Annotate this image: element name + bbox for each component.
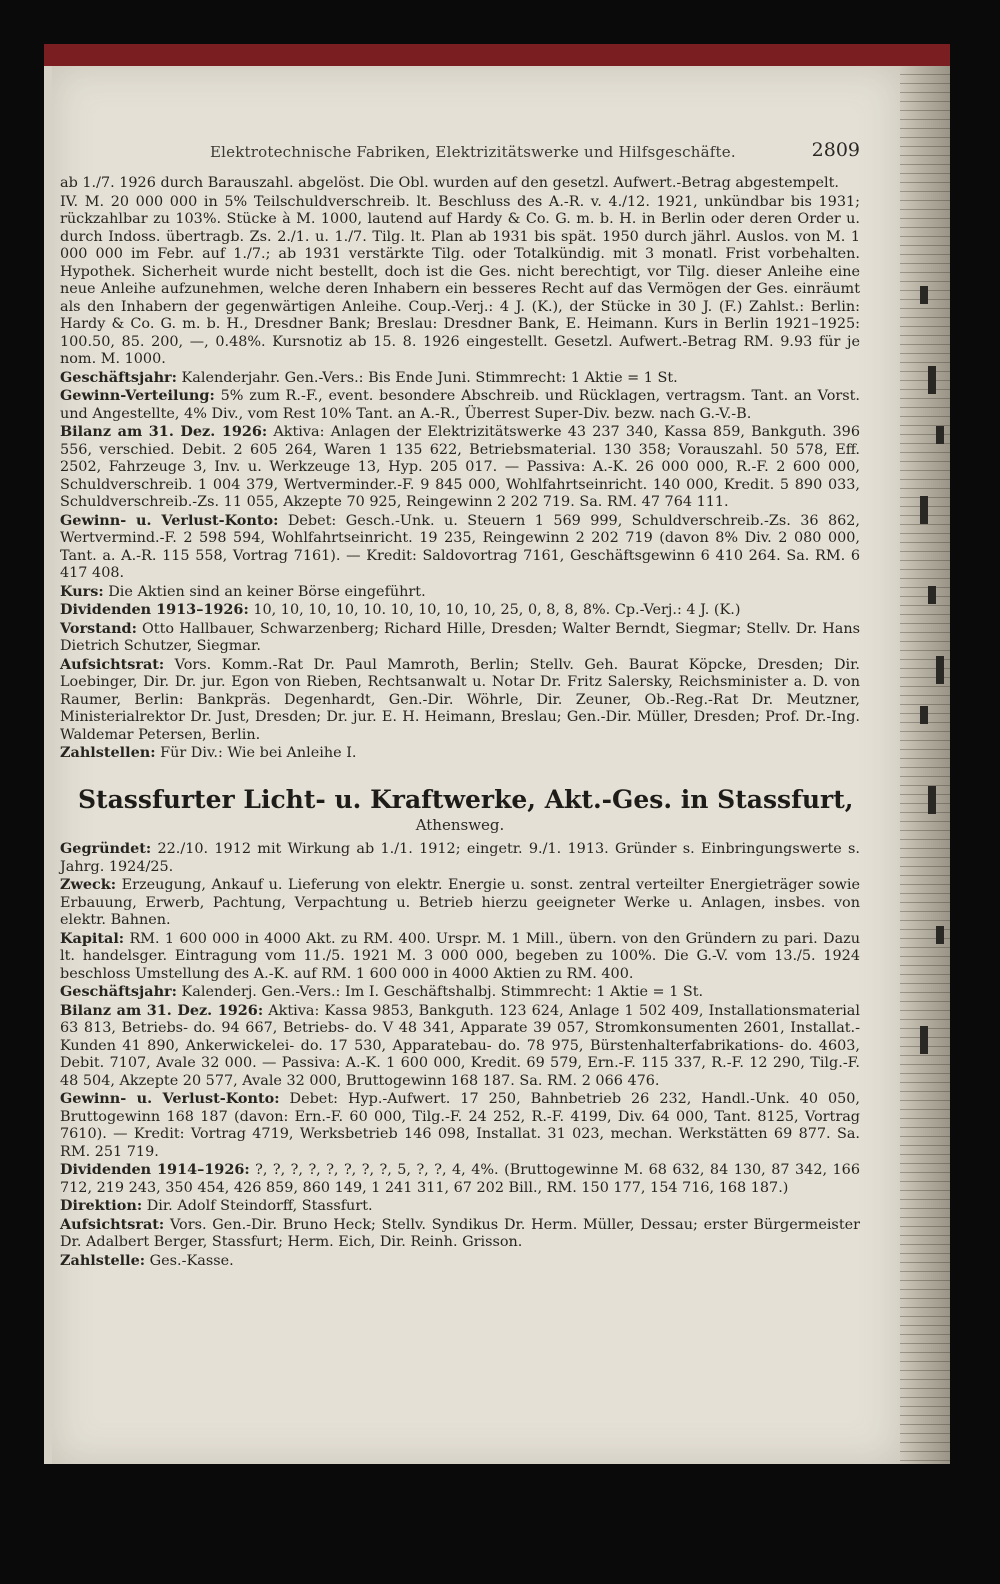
edge-line: [900, 1316, 950, 1317]
paragraph: [60, 1002, 860, 1091]
paragraph-text: RM. 1 600 000 in 4000 Akt. zu RM. 400. Urspr. M. 1 Mill., übern. von den Gründern zu pari. Dazu lt. handelsger. Eintragung vom 11./5. 1921 M. 3 000 000, begeben zu 100%. Die G.-V. vom 13./5. 1924 beschloss Umstellung des A.-K. auf RM. 1 600 000 in 4000 Aktien zu RM. 400.: [60, 930, 860, 982]
paragraph-text: Vors. Komm.-Rat Dr. Paul Mamroth, Berlin; Stellv. Geh. Baurat Köpcke, Dresden; Dir. Loebinger, Dir. Dr. jur. Egon von Rieben, Rechtsanwalt u. Notar Dr. Fritz Salersky, Reichsminister a. D. von Raumer, Berlin: Bankpräs. Degenhardt, Gen.-Dir. Wöhrle, Dir. Zeuner, Ob.-Reg.-Rat Dr. Meutzner, Ministerialrektor Dr. Just, Dresden; Dr. jur. E. H. Heimann, Breslau; Gen.-Dir. Müller, Dresden; Prof. Dr.-Ing. Waldemar Petersen, Berlin.: [60, 656, 860, 743]
edge-line: [900, 1343, 950, 1344]
edge-line: [900, 965, 950, 966]
edge-mark: [928, 586, 936, 604]
edge-line: [900, 902, 950, 903]
running-title: Elektrotechnische Fabriken, Elektrizitätswerke und Hilfsgeschäfte.: [210, 143, 736, 161]
edge-line: [900, 326, 950, 327]
paragraph-lead: Geschäftsjahr:: [60, 983, 177, 1000]
edge-line: [900, 893, 950, 894]
paragraph-lead: Geschäftsjahr:: [60, 368, 177, 386]
edge-line: [900, 1019, 950, 1020]
paragraph: [60, 983, 860, 1002]
edge-line: [900, 1118, 950, 1119]
edge-line: [900, 875, 950, 876]
edge-line: [900, 1109, 950, 1110]
edge-line: [900, 650, 950, 651]
edge-line: [900, 272, 950, 273]
edge-line: [900, 1451, 950, 1452]
edge-line: [900, 1244, 950, 1245]
page-content: [60, 139, 861, 1270]
edge-line: [900, 1127, 950, 1128]
paragraph-lead: Aufsichtsrat:: [60, 655, 165, 673]
edge-line: [900, 1388, 950, 1389]
edge-line: [900, 416, 950, 417]
edge-line: [900, 866, 950, 867]
edge-line: [900, 218, 950, 219]
paragraph-text: Die Aktien sind an keiner Börse eingeführt.: [103, 583, 426, 600]
paragraph: [60, 369, 860, 388]
edge-line: [900, 380, 950, 381]
edge-line: [900, 1361, 950, 1362]
edge-line: [900, 1181, 950, 1182]
paragraph-lead: Direktion:: [60, 1197, 143, 1214]
edge-line: [900, 1262, 950, 1263]
edge-line: [900, 353, 950, 354]
edge-line: [900, 1055, 950, 1056]
paragraph: [60, 656, 860, 745]
edge-line: [900, 1073, 950, 1074]
edge-line: [900, 92, 950, 93]
edge-line: [900, 308, 950, 309]
edge-line: [900, 209, 950, 210]
paragraph-text: Dir. Adolf Steindorff, Stassfurt.: [142, 1198, 373, 1214]
paragraph-lead: Gewinn- u. Verlust-Konto:: [60, 511, 279, 529]
edge-line: [900, 569, 950, 570]
edge-line: [900, 623, 950, 624]
edge-line: [900, 758, 950, 759]
paragraph-lead: Kapital:: [60, 929, 125, 947]
paragraph-text: 22./10. 1912 mit Wirkung ab 1./1. 1912; eingetr. 9./1. 1913. Gründer s. Einbringungswerte s. Jahrg. 1924/25.: [60, 841, 860, 875]
paragraph-lead: Gewinn- u. Verlust-Konto:: [60, 1090, 280, 1107]
edge-line: [900, 173, 950, 174]
edge-line: [900, 254, 950, 255]
edge-line: [900, 983, 950, 984]
edge-line: [900, 1298, 950, 1299]
paragraph: [60, 744, 860, 763]
edge-line: [900, 344, 950, 345]
edge-line: [900, 200, 950, 201]
edge-line: [900, 1424, 950, 1425]
edge-line: [900, 110, 950, 111]
edge-line: [900, 578, 950, 579]
edge-line: [900, 263, 950, 264]
edge-line: [900, 1433, 950, 1434]
edge-line: [900, 1001, 950, 1002]
edge-line: [900, 632, 950, 633]
paragraph-lead: Bilanz am 31. Dez. 1926:: [60, 423, 268, 440]
edge-line: [900, 803, 950, 804]
paragraph-text: ?, ?, ?, ?, ?, ?, ?, ?, 5, ?, ?, 4, 4%. (Bruttogewinne M. 68 632, 84 130, 87 342, 166 712, 219 243, 350 454, 426 859, 860 149, 1 241 311, 67 202 Bill., RM. 150 177, 154 716, 168 187.): [60, 1162, 860, 1196]
edge-line: [900, 1280, 950, 1281]
edge-line: [900, 101, 950, 102]
paragraph-text: Debet: Hyp.-Aufwert. 17 250, Bahnbetrieb 26 232, Handl.-Unk. 40 050, Bruttogewinn 168 187 (davon: Ern.-F. 60 000, Tilg.-F. 24 252, R.-F. 4199, Div. 64 000, Tant. 8125, Vortrag 7610). — Kredit: Vortrag 4719, Werksbetrieb 146 098, Installat. 31 023, mechan. Werkstätten 69 877. Sa. RM. 251 719.: [60, 1091, 861, 1160]
edge-line: [900, 128, 950, 129]
edge-mark: [936, 926, 944, 944]
paragraph-lead: Gegründet:: [60, 840, 152, 857]
edge-line: [900, 731, 950, 732]
edge-line: [900, 785, 950, 786]
edge-line: [900, 524, 950, 525]
book-edge: [900, 66, 950, 1464]
edge-mark: [928, 786, 936, 814]
edge-line: [900, 839, 950, 840]
paragraph: [60, 1252, 860, 1271]
edge-line: [900, 686, 950, 687]
paragraph-lead: Bilanz am 31. Dez. 1926:: [60, 1001, 264, 1019]
paragraph-text: Erzeugung, Ankauf u. Lieferung von elektr. Energie u. sonst. zentral verteilter Energieträger sowie Erbauung, Erwerb, Pachtung, Verpachtung u. Betrieb hierzu geeigneter Werke u. Anlagen, insbes. von elektr. Bahnen.: [60, 877, 860, 928]
edge-line: [900, 227, 950, 228]
edge-line: [900, 371, 950, 372]
edge-line: [900, 1253, 950, 1254]
paragraph-lead: Zahlstellen:: [60, 744, 156, 761]
edge-line: [900, 1397, 950, 1398]
edge-line: [900, 920, 950, 921]
paragraph: [60, 1161, 860, 1197]
edge-line: [900, 614, 950, 615]
edge-line: [900, 1199, 950, 1200]
paragraph-lead: Dividenden 1914–1926:: [60, 1161, 250, 1178]
paragraph-text: Aktiva: Anlagen der Elektrizitätswerke 43 237 340, Kassa 859, Bankguth. 396 556, verschied. Debit. 2 605 264, Waren 1 135 622, Betriebsmaterial. 130 358; Vorauszahl. 50 578, Eff. 2502, Fahrzeuge 3, Inv. u. Werkzeuge 13, Hyp. 205 017. — Passiva: A.-K. 26 000 000, R.-F. 2 600 000, Schuldverschreib. 1 004 379, Wertverminder.-F. 9 845 000, Wohlfahrtseinricht. 140 000, Kredit. 5 890 033, Schuldverschreib.-Zs. 11 055, Akzepte 70 925, Reingewinn 2 202 719. Sa. RM. 47 764 111.: [60, 424, 860, 510]
edge-line: [900, 1271, 950, 1272]
edge-line: [900, 1082, 950, 1083]
paragraph: [60, 1197, 860, 1216]
paragraph-text: Otto Hallbauer, Schwarzenberg; Richard Hille, Dresden; Walter Berndt, Siegmar; Stellv. Dr. Hans Dietrich Schutzer, Siegmar.: [60, 620, 860, 654]
edge-line: [900, 281, 950, 282]
running-head: [60, 139, 860, 174]
paragraph-text: Vors. Gen.-Dir. Bruno Heck; Stellv. Syndikus Dr. Herm. Müller, Dessau; erster Bürgermeister Dr. Adalbert Berger, Stassfurt; Herm. Eich, Dir. Reinh. Grisson.: [60, 1216, 860, 1250]
paragraph: [60, 1216, 860, 1252]
edge-line: [900, 641, 950, 642]
edge-mark: [920, 1026, 928, 1054]
paragraph: [60, 174, 860, 193]
paragraph: [60, 601, 860, 620]
page-number: 2809: [811, 139, 860, 161]
paragraph-text: Aktiva: Kassa 9853, Bankguth. 123 624, Anlage 1 502 409, Installationsmaterial 63 813, Betriebs- do. 94 667, Betriebs- do. V 48 341, Apparate 39 057, Stromkonsumenten 2601, Installat.-Kunden 41 890, Ankerwickelei- do. 17 530, Apparatebau- do. 78 975, Bürstenhalterfabrikations- do. 4603, Debit. 7107, Avale 32 000. — Passiva: A.-K. 1 600 000, Kredit. 69 579, Ern.-F. 115 337, R.-F. 12 290, Tilg.-F. 48 504, Akzepte 20 577, Avale 32 000, Bruttogewinn 168 187. Sa. RM. 2 066 476.: [60, 1002, 860, 1089]
edge-line: [900, 1091, 950, 1092]
edge-line: [900, 1352, 950, 1353]
edge-line: [900, 857, 950, 858]
edge-line: [900, 560, 950, 561]
paragraph-text: 10, 10, 10, 10, 10. 10, 10, 10, 10, 25, 0, 8, 8, 8%. Cp.-Verj.: 4 J. (K.): [248, 602, 741, 618]
edge-line: [900, 848, 950, 849]
edge-line: [900, 1370, 950, 1371]
edge-line: [900, 974, 950, 975]
paragraph: [60, 1090, 860, 1161]
edge-line: [900, 533, 950, 534]
edge-line: [900, 164, 950, 165]
edge-mark: [920, 706, 928, 724]
paragraph: [60, 512, 860, 583]
edge-line: [900, 488, 950, 489]
paragraph: [60, 193, 860, 369]
edge-line: [900, 704, 950, 705]
edge-line: [900, 407, 950, 408]
section-electric-works: [60, 174, 860, 763]
edge-line: [900, 119, 950, 120]
edge-line: [900, 884, 950, 885]
edge-line: [900, 596, 950, 597]
edge-line: [900, 821, 950, 822]
edge-line: [900, 317, 950, 318]
edge-line: [900, 1334, 950, 1335]
edge-line: [900, 587, 950, 588]
edge-line: [900, 1235, 950, 1236]
edge-line: [900, 452, 950, 453]
edge-line: [900, 1442, 950, 1443]
paragraph-text: ab 1./7. 1926 durch Barauszahl. abgelöst. Die Obl. wurden auf den gesetzl. Aufwert.-Betrag abgestempelt.: [60, 175, 839, 191]
edge-line: [900, 362, 950, 363]
edge-line: [900, 911, 950, 912]
edge-line: [900, 470, 950, 471]
edge-line: [900, 1010, 950, 1011]
edge-line: [900, 1208, 950, 1209]
paragraph: [60, 423, 860, 512]
edge-mark: [928, 366, 936, 394]
edge-line: [900, 830, 950, 831]
edge-line: [900, 1379, 950, 1380]
paragraph-lead: Gewinn-Verteilung:: [60, 387, 215, 404]
paragraph-lead: Aufsichtsrat:: [60, 1215, 165, 1233]
edge-line: [900, 1145, 950, 1146]
paragraph: [60, 840, 860, 876]
paragraph: [60, 876, 860, 930]
edge-line: [900, 767, 950, 768]
binding-band: [44, 44, 950, 66]
edge-line: [900, 479, 950, 480]
company-title: Stassfurter Licht- u. Kraftwerke, Akt.-Ges. in Stassfurt,: [78, 784, 854, 814]
page-scan: [44, 44, 950, 1464]
edge-line: [900, 461, 950, 462]
edge-line: [900, 1163, 950, 1164]
paragraph-lead: Zweck:: [60, 876, 117, 893]
paragraph: [60, 930, 860, 984]
edge-line: [900, 191, 950, 192]
edge-line: [900, 74, 950, 75]
edge-line: [900, 1154, 950, 1155]
edge-line: [900, 335, 950, 336]
edge-line: [900, 1172, 950, 1173]
edge-mark: [936, 426, 944, 444]
edge-line: [900, 542, 950, 543]
edge-line: [900, 740, 950, 741]
edge-line: [900, 992, 950, 993]
paragraph: [60, 583, 860, 602]
edge-line: [900, 695, 950, 696]
edge-line: [900, 956, 950, 957]
paragraph-text: Kalenderj. Gen.-Vers.: Im I. Geschäftshalbj. Stimmrecht: 1 Aktie = 1 St.: [176, 984, 704, 1000]
edge-line: [900, 1217, 950, 1218]
section-stassfurt: [60, 840, 860, 1270]
edge-line: [900, 794, 950, 795]
company-address: Athensweg.: [415, 815, 505, 834]
edge-line: [900, 1226, 950, 1227]
paragraph-text: 5% zum R.-F., event. besondere Abschreib. und Rücklagen, vertragsm. Tant. an Vorst. und Angestellte, 4% Div., vom Rest 10% Tant. an A.-R., Überrest Super-Div. bezw. nach G.-V.-B.: [60, 388, 860, 422]
edge-line: [900, 245, 950, 246]
edge-line: [900, 1307, 950, 1308]
paragraph: [60, 387, 860, 423]
edge-line: [900, 146, 950, 147]
paragraph-text: Debet: Gesch.-Unk. u. Steuern 1 569 999, Schuldverschreib.-Zs. 36 862, Wertvermind.-F. 2 598 594, Wohlfahrtseinricht. 19 235, Reingewinn 2 202 719 (davon 8% Div. 2 080 000, Tant. a. A.-R. 115 558, Vortrag 7161). — Kredit: Saldovortrag 7161, Geschäftsgewinn 6 410 264. Sa. RM. 6 417 408.: [60, 512, 860, 581]
edge-line: [900, 83, 950, 84]
edge-line: [900, 1064, 950, 1065]
edge-line: [900, 1190, 950, 1191]
paragraph-text: IV. M. 20 000 000 in 5% Teilschuldverschreib. lt. Beschluss des A.-R. v. 4./12. 1921, unkündbar bis 1931; rückzahlbar zu 103%. Stücke à M. 1000, lautend auf Hardy & Co. G. m. b. H. in Berlin oder deren Order u. durch Indoss. übertragb. Zs. 2./1. u. 1./7. Tilg. lt. Plan ab 1931 bis spät. 1950 durch jährl. Auslos. von M. 1 000 000 im Febr. auf 1./7.; ab 1931 verstärkte Tilg. oder Totalkündig. mit 3 monatl. Frist vorbehalten. Hypothek. Sicherheit wurde nicht bestellt, doch ist die Ges. nicht berechtigt, vor Tilg. dieser Anleihe eine neue Anleihe aufzunehmen, welche deren Inhabern ein besseres Recht auf das Vermögen der Ges. einräumt als den Inhabern der gegenwärtigen Anleihe. Coup.-Verj.: 4 J. (K.), der Stücke in 30 J. (F.) Zahlst.: Berlin: Hardy & Co. G. m. b. H., Dresdner Bank; Breslau: Dresdner Bank, E. Heimann. Kurs in Berlin 1921–1925: 100.50, 85. 200, —, 0.48%. Kursnotiz ab 15. 8. 1926 eingestellt. Gesetzl. Aufwert.-Betrag RM. 9.93 für je nom. M. 1000.: [60, 193, 860, 367]
paragraph-lead: Zahlstelle:: [60, 1251, 146, 1269]
edge-line: [900, 182, 950, 183]
paragraph-lead: Kurs:: [60, 582, 104, 600]
edge-line: [900, 389, 950, 390]
edge-mark: [936, 656, 944, 684]
edge-line: [900, 776, 950, 777]
paragraph-text: Kalenderjahr. Gen.-Vers.: Bis Ende Juni. Stimmrecht: 1 Aktie = 1 St.: [176, 369, 678, 386]
edge-line: [900, 1406, 950, 1407]
paragraph-text: Für Div.: Wie bei Anleihe I.: [155, 745, 357, 761]
edge-line: [900, 236, 950, 237]
edge-line: [900, 749, 950, 750]
edge-mark: [920, 496, 928, 524]
edge-line: [900, 605, 950, 606]
edge-line: [900, 1289, 950, 1290]
edge-mark: [920, 286, 928, 304]
paragraph-text: Ges.-Kasse.: [145, 1252, 234, 1269]
paragraph: [60, 620, 860, 656]
edge-line: [900, 1136, 950, 1137]
edge-line: [900, 1415, 950, 1416]
edge-line: [900, 1325, 950, 1326]
paragraph-lead: Dividenden 1913–1926:: [60, 601, 249, 618]
edge-line: [900, 1100, 950, 1101]
edge-line: [900, 137, 950, 138]
book-page: [52, 66, 900, 1464]
edge-line: [900, 812, 950, 813]
edge-line: [900, 398, 950, 399]
edge-line: [900, 551, 950, 552]
edge-line: [900, 1460, 950, 1461]
paragraph-lead: Vorstand:: [60, 619, 137, 637]
edge-line: [900, 947, 950, 948]
edge-line: [900, 155, 950, 156]
